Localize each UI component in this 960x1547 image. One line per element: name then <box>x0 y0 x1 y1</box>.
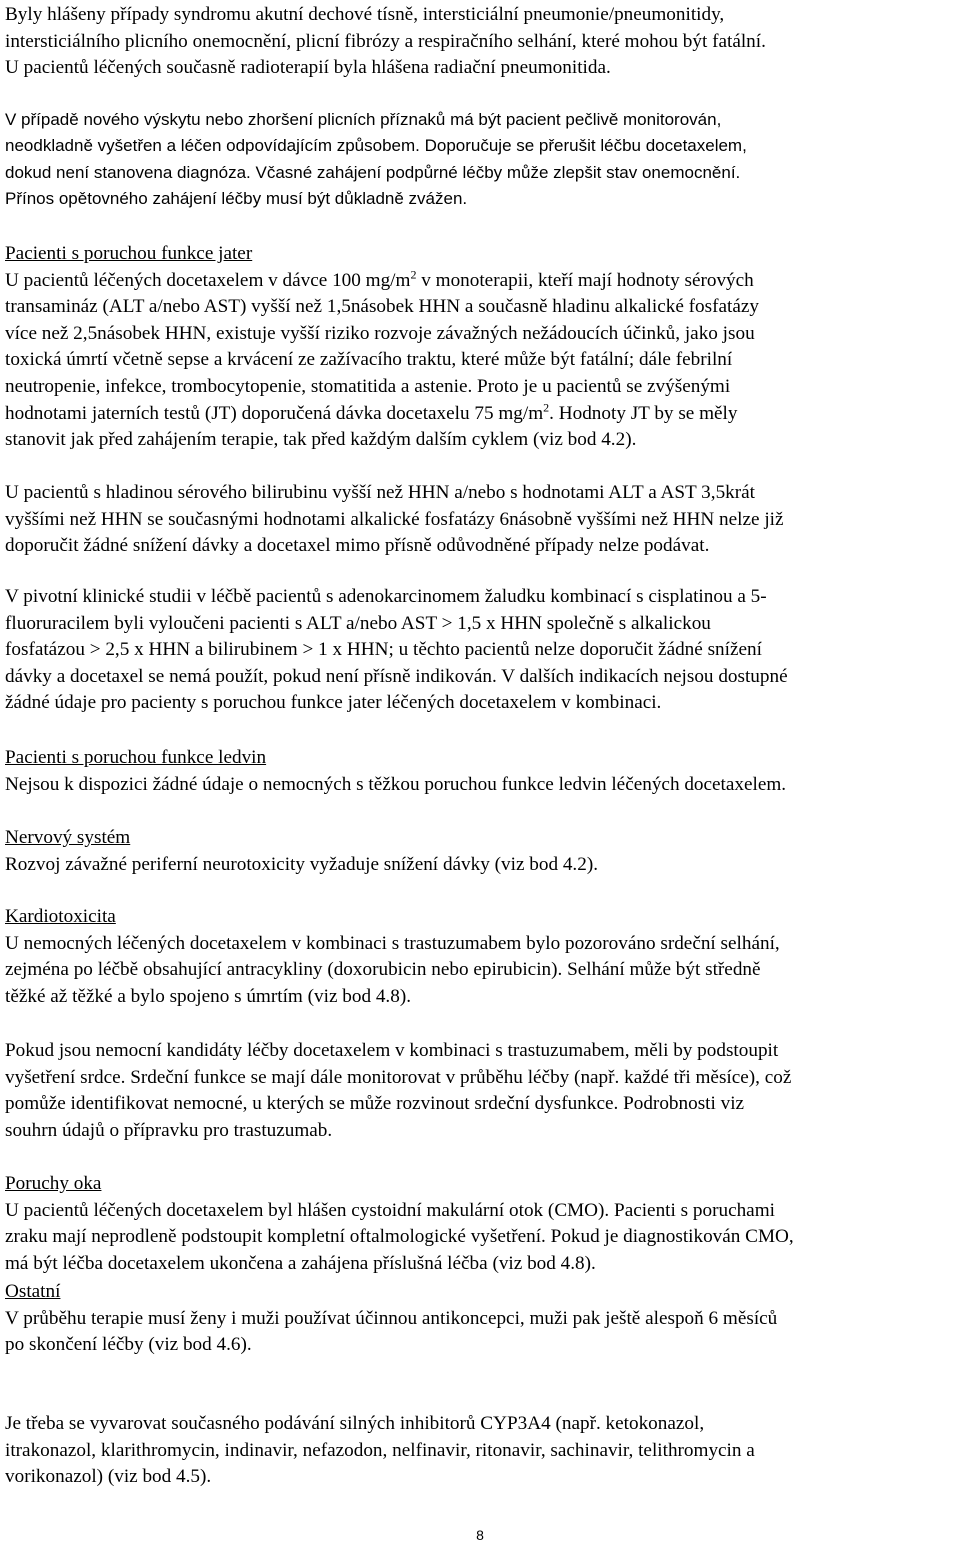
section-heading: Nervový systém <box>5 827 131 848</box>
text-line: V případě nového výskytu nebo zhoršení plicních příznaků má být pacient pečlivě monitorován, <box>5 110 722 129</box>
paragraph-pivotal-study <box>5 584 950 717</box>
section-eye-disorders <box>5 1171 950 1277</box>
text-line: více než 2,5násobek HHN, existuje vyšší riziko rozvoje závažných nežádoucích účinků, jako jsou <box>5 322 755 344</box>
section-heading: Pacienti s poruchou funkce ledvin <box>5 747 267 768</box>
section-nervous-system <box>5 825 950 878</box>
text-line: vyšetření srdce. Srdeční funkce se mají dále monitorovat v průběhu léčby (např. každé tři měsíce), což <box>5 1066 792 1088</box>
text-line: dávky a docetaxel se nemá použít, pokud není přísně indikován. V dalších indikacích nejsou dostupné <box>5 665 788 687</box>
text-line: vorikonazol) (viz bod 4.5). <box>5 1466 212 1488</box>
paragraph-pneumonitis <box>5 2 950 82</box>
text-line: dokud není stanovena diagnóza. Včasné zahájení podpůrné léčby může zlepšit stav onemocnění. <box>5 162 741 182</box>
text-line: U pacientů léčených současně radioterapií byla hlášena radiační pneumonitida. <box>5 57 611 79</box>
text-line: stanovit jak před zahájením terapie, tak před každým dalším cyklem (viz bod 4.2). <box>5 429 637 451</box>
text-line: Přínos opětovného zahájení léčby musí být důkladně zvážen. <box>5 188 468 208</box>
section-heading: Poruchy oka <box>5 1173 102 1194</box>
text-line: Rozvoj závažné periferní neurotoxicity vyžaduje snížení dávky (viz bod 4.2). <box>5 853 599 875</box>
paragraph-bilirubin <box>5 480 950 560</box>
text-line: pomůže identifikovat nemocné, u kterých se může rozvinout srdeční dysfunkce. Podrobnosti viz <box>5 1093 745 1115</box>
text-line: itrakonazol, klarithromycin, indinavir, nefazodon, nelfinavir, ritonavir, sachinavir, telithromycin a <box>5 1439 755 1461</box>
paragraph-cardiac-monitoring <box>5 1038 950 1144</box>
section-heading: Kardiotoxicita <box>5 906 116 927</box>
text-line: V průběhu terapie musí ženy i muži používat účinnou antikoncepci, muži pak ještě alespoň 6 měsíců <box>5 1307 778 1329</box>
paragraph-cyp3a4 <box>5 1411 950 1491</box>
section-heading: Pacienti s poruchou funkce jater <box>5 243 253 264</box>
text-line: těžké až těžké a bylo spojeno s úmrtím (viz bod 4.8). <box>5 985 412 1007</box>
section-hepatic-impairment <box>5 241 950 454</box>
text-line: neodkladně vyšetřen a léčen odpovídajícím způsobem. Doporučuje se přerušit léčbu docetaxelem, <box>5 136 747 156</box>
text-line: U pacientů léčených docetaxelem v dávce 100 $mg/m^2$ v monoterapii, kteří mají hodnoty sérových <box>5 267 754 291</box>
text-line: Je třeba se vyvarovat současného podávání silných inhibitorů CYP3A4 (např. ketokonazol, <box>5 1413 705 1434</box>
text-line: fluoruracilem byli vyloučeni pacienti s ALT a/nebo AST > 1,5 x HHN společně s alkalickou <box>5 612 711 634</box>
text-line: hodnotami jaterních testů (JT) doporučená dávka docetaxelu 75 $mg/m^2$. Hodnoty JT by se měly <box>5 400 738 424</box>
text-line: Nejsou k dispozici žádné údaje o nemocných s těžkou poruchou funkce ledvin léčených docetaxelem. <box>5 773 787 795</box>
text-line: po skončení léčby (viz bod 4.6). <box>5 1334 252 1356</box>
text-line: V pivotní klinické studii v léčbě pacientů s adenokarcinomem žaludku kombinací s cisplatinou a 5- <box>5 586 767 607</box>
paragraph-pulmonary-symptoms <box>5 107 950 212</box>
text-line: zejména po léčbě obsahující antracykliny (doxorubicin nebo epirubicin). Selhání může být středně <box>5 959 761 981</box>
text-line: zraku mají neprodleně podstoupit kompletní oftalmologické vyšetření. Pokud je diagnostikován CMO, <box>5 1226 794 1248</box>
text-line: U pacientů s hladinou sérového bilirubinu vyšší než HHN a/nebo s hodnotami ALT a AST 3,5krát <box>5 482 755 503</box>
text-line: U nemocných léčených docetaxelem v kombinaci s trastuzumabem bylo pozorováno srdeční selhání, <box>5 932 780 954</box>
text-line: Pokud jsou nemocní kandidáty léčby docetaxelem v kombinaci s trastuzumabem, měli by podstoupit <box>5 1040 779 1061</box>
text-line: U pacientů léčených docetaxelem byl hlášen cystoidní makulární otok (CMO). Pacienti s poruchami <box>5 1199 775 1221</box>
page-number: 8 <box>476 1527 484 1543</box>
text-line: žádné údaje pro pacienty s poruchou funkce jater léčených docetaxelem v kombinaci. <box>5 692 662 714</box>
text-line: vyššími než HHN se současnými hodnotami alkalické fosfatázy 6násobně vyššími než HHN nelze již <box>5 508 784 530</box>
text-line: intersticiálního plicního onemocnění, plicní fibrózy a respiračního selhání, které mohou být fatální. <box>5 30 766 52</box>
text-line: neutropenie, infekce, trombocytopenie, stomatitida a astenie. Proto je u pacientů se zvýšenými <box>5 375 731 397</box>
text-line: Byly hlášeny případy syndromu akutní dechové tísně, intersticiální pneumonie/pneumonitidy, <box>5 4 725 25</box>
section-cardiotoxicity <box>5 904 950 1010</box>
text-line: transamináz (ALT a/nebo AST) vyšší než 1,5násobek HHN a současně hladinu alkalické fosfatázy <box>5 296 759 318</box>
text-line: toxická úmrtí včetně sepse a krvácení ze zažívacího traktu, které může být fatální; dále febrilní <box>5 349 733 371</box>
section-other <box>5 1279 950 1359</box>
section-heading: Ostatní <box>5 1281 61 1302</box>
text-line: fosfatázou > 2,5 x HHN a bilirubinem > 1 x HHN; u těchto pacientů nelze doporučit žádné snížení <box>5 639 762 661</box>
text-line: má být léčba docetaxelem ukončena a zahájena příslušná léčba (viz bod 4.8). <box>5 1252 596 1274</box>
text-line: souhrn údajů o přípravku pro trastuzumab. <box>5 1119 333 1141</box>
text-line: doporučit žádné snížení dávky a docetaxel mimo přísně odůvodněné případy nelze podávat. <box>5 535 710 557</box>
section-renal-impairment <box>5 745 950 798</box>
